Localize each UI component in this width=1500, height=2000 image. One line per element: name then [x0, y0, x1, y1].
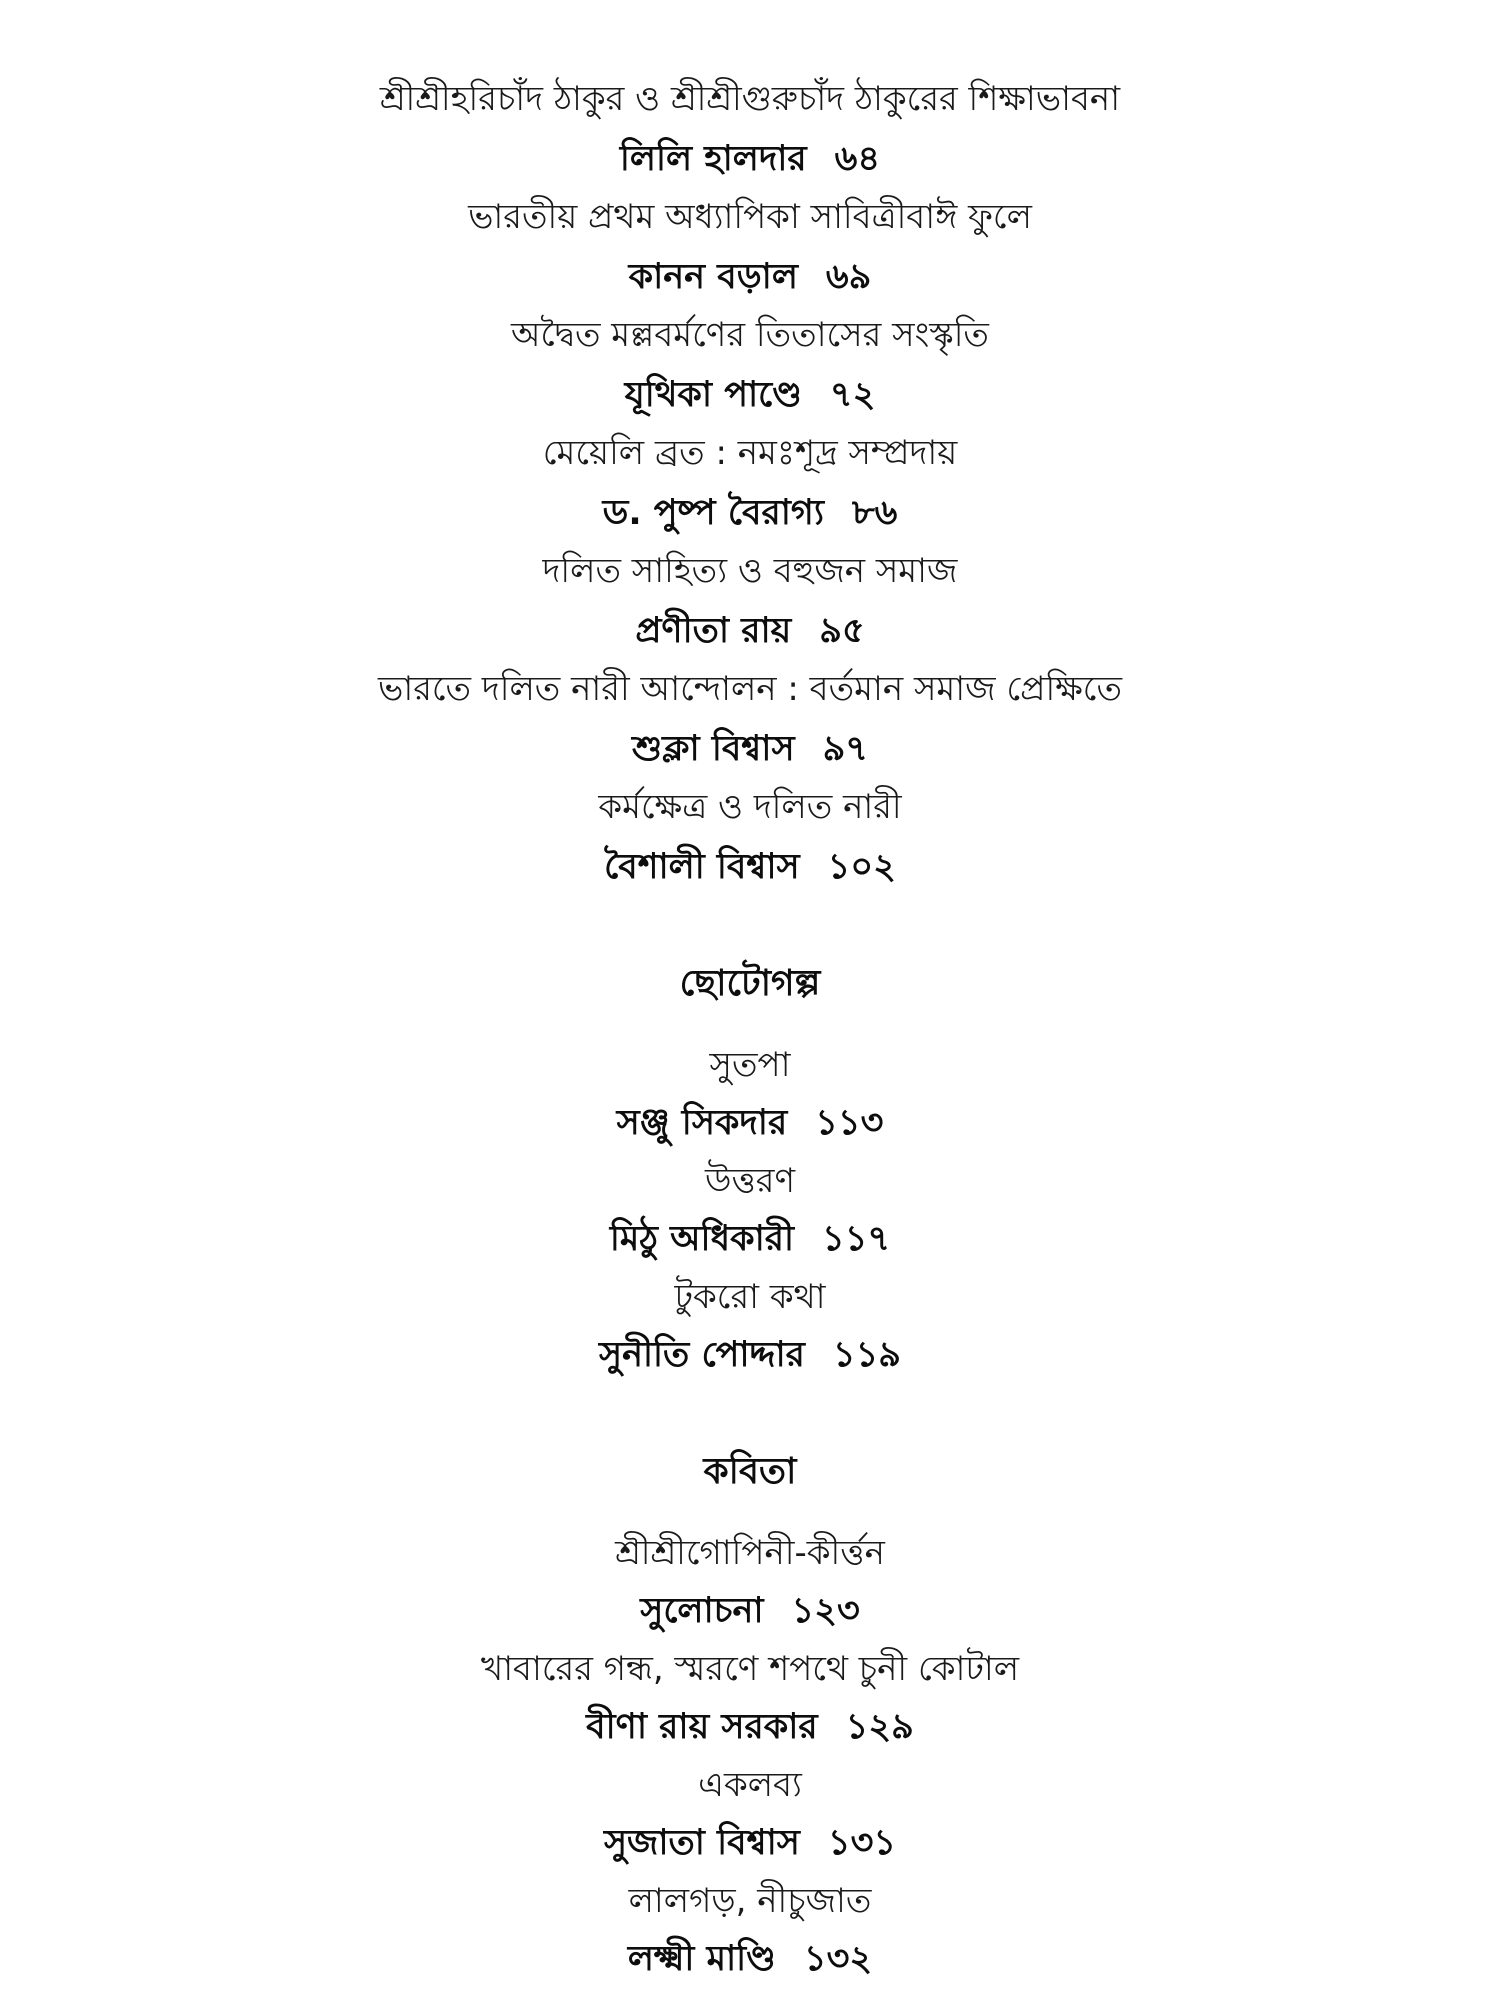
entry-author: লক্ষ্মী মাণ্ডি — [627, 1939, 776, 1979]
entry-page-number: ১২৩ — [791, 1591, 860, 1631]
entry-author: সুলোচনা — [640, 1591, 764, 1631]
entry-author: ড. পুষ্প বৈরাগ্য — [602, 493, 824, 533]
entry-page-number: ৯৭ — [822, 729, 869, 769]
entry-author-line — [0, 1591, 1500, 1631]
entry-author-line — [0, 139, 1500, 179]
entry-author: বীণা রায় সরকার — [586, 1707, 818, 1747]
entry-author-line — [0, 729, 1500, 769]
entry-author-line — [0, 375, 1500, 415]
entry-title: লালগড়, নীচুজাত — [628, 1881, 872, 1921]
entry-author-line — [0, 1823, 1500, 1863]
entry-title: খাবারের গন্ধ, স্মরণে শপথে চুনী কোটাল — [480, 1649, 1020, 1689]
entry-author-line — [0, 257, 1500, 297]
entry-page-number: ৬৯ — [825, 257, 872, 297]
entry-author: সুনীতি পোদ্দার — [598, 1335, 805, 1375]
entry-page-number: ৬৪ — [834, 139, 881, 179]
entry-author: সঞ্জু সিকদার — [616, 1103, 788, 1143]
entry-page-number: ৭২ — [829, 375, 876, 415]
entry-page-number: ১১৯ — [832, 1335, 902, 1375]
entry-title: শ্রীশ্রীগোপিনী-কীর্ত্তন — [615, 1533, 885, 1573]
entry-page-number: ৮৬ — [851, 493, 898, 533]
entry-author: শুক্লা বিশ্বাস — [631, 729, 795, 769]
entry-title: দলিত সাহিত্য ও বহুজন সমাজ — [542, 551, 958, 591]
entry-author-line — [0, 1103, 1500, 1143]
entry-page-number: ১১৭ — [822, 1219, 891, 1259]
entry-author-line — [0, 611, 1500, 651]
entry-title: কর্মক্ষেত্র ও দলিত নারী — [598, 787, 902, 827]
entry-title: মেয়েলি ব্রত : নমঃশূদ্র সম্প্রদায় — [542, 433, 958, 473]
entry-title: একলব্য — [698, 1765, 802, 1805]
entry-title: সুতপা — [709, 1045, 791, 1085]
entry-title: উত্তরণ — [704, 1161, 796, 1201]
entry-page-number: ১৩২ — [803, 1939, 873, 1979]
entry-author: যূথিকা পাণ্ডে — [624, 375, 802, 415]
entry-author-line — [0, 1335, 1500, 1375]
entry-author-line — [0, 847, 1500, 887]
entry-page-number: ১১৩ — [815, 1103, 884, 1143]
entry-author-line — [0, 493, 1500, 533]
entry-title: টুকরো কথা — [674, 1277, 826, 1317]
entry-title: শ্রীশ্রীহরিচাঁদ ঠাকুর ও শ্রীশ্রীগুরুচাঁদ ঠাকুরের শিক্ষাভাবনা — [379, 79, 1121, 119]
entry-author: প্রণীতা রায় — [635, 611, 792, 651]
entry-author-line — [0, 1219, 1500, 1259]
entry-page-number: ১৩১ — [827, 1823, 897, 1863]
entry-title: অদ্বৈত মল্লবর্মণের তিতাসের সংস্কৃতি — [511, 315, 989, 355]
entry-page-number: ১২৯ — [845, 1707, 914, 1747]
entry-page-number: ১০২ — [827, 847, 896, 887]
entry-author: বৈশালী বিশ্বাস — [604, 847, 800, 887]
entry-author: কানন বড়াল — [628, 257, 798, 297]
entry-author: লিলি হালদার — [619, 139, 807, 179]
section-heading-short-stories: ছোটোগল্প — [679, 963, 821, 1004]
entry-title: ভারতে দলিত নারী আন্দোলন : বর্তমান সমাজ প্রেক্ষিতে — [378, 669, 1122, 709]
entry-page-number: ৯৫ — [819, 611, 865, 651]
section-heading-poems: কবিতা — [703, 1451, 797, 1492]
entry-title: ভারতীয় প্রথম অধ্যাপিকা সাবিত্রীবাঈ ফুলে — [468, 197, 1032, 237]
entry-author: সুজাতা বিশ্বাস — [603, 1823, 800, 1863]
entry-author: মিঠু অধিকারী — [609, 1219, 794, 1259]
entry-author-line — [0, 1939, 1500, 1979]
entry-author-line — [0, 1707, 1500, 1747]
